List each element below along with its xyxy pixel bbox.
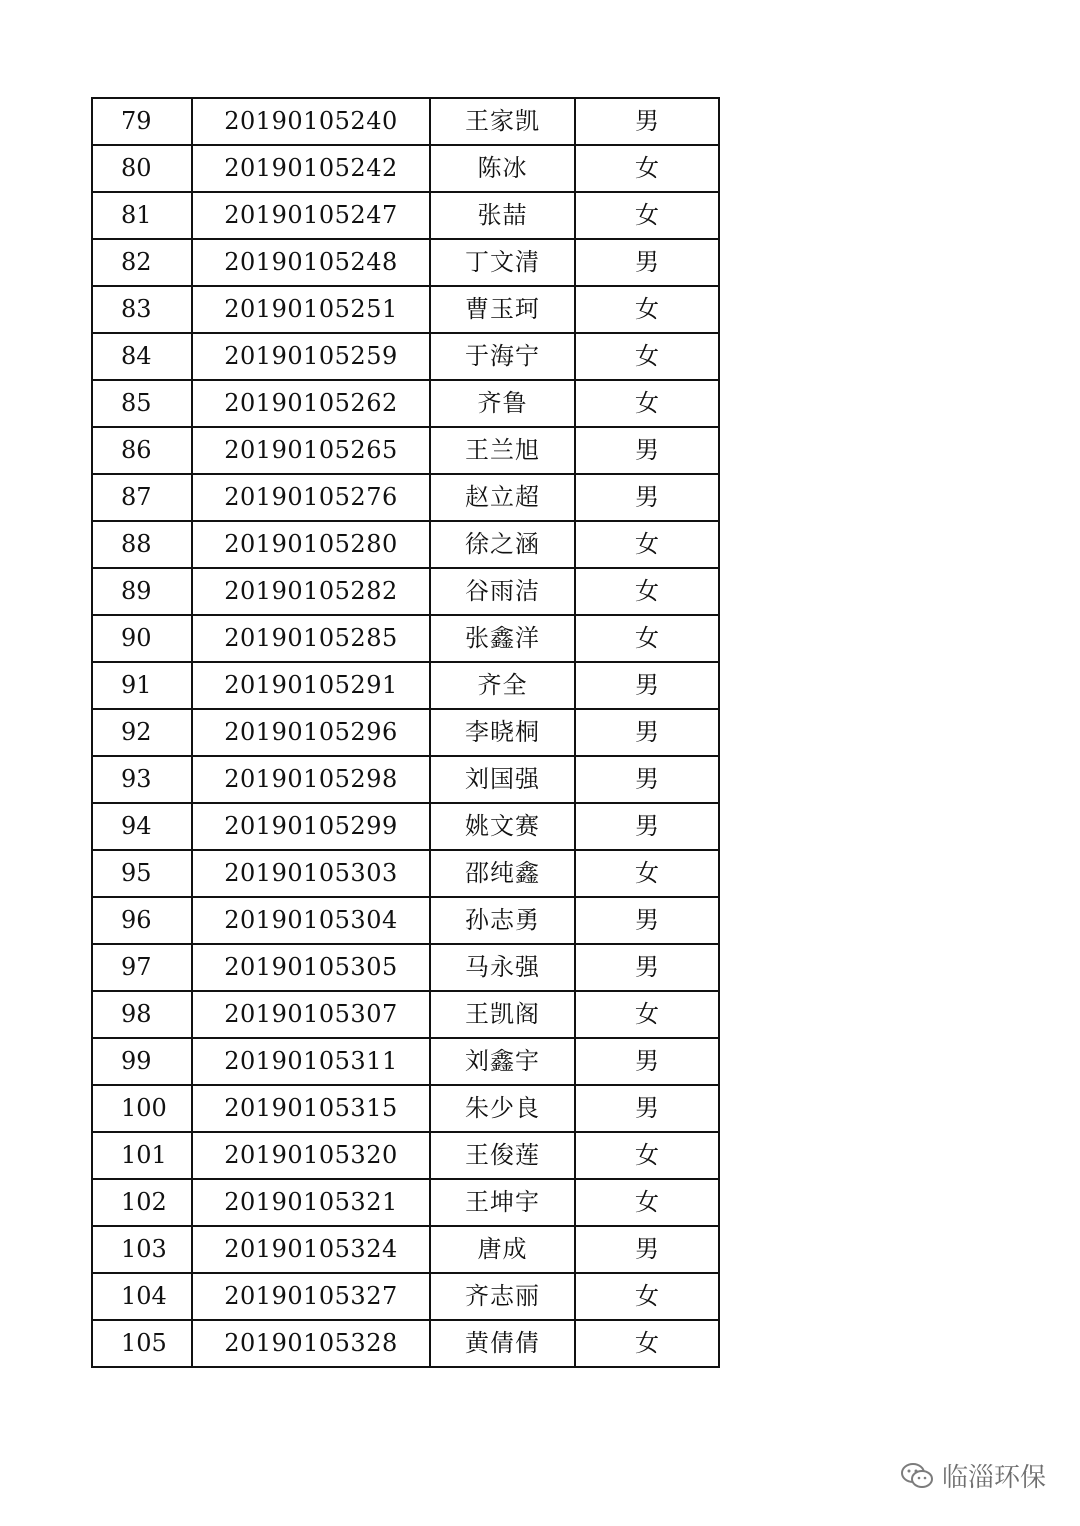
student-id-cell: 20190105259 <box>192 333 430 380</box>
table-row <box>92 1179 719 1226</box>
student-name-cell: 徐之涵 <box>430 521 575 568</box>
table-row <box>92 521 719 568</box>
table-row <box>92 756 719 803</box>
table-row <box>92 427 719 474</box>
student-name-cell: 唐成 <box>430 1226 575 1273</box>
table-row <box>92 850 719 897</box>
gender-cell: 男 <box>575 709 719 756</box>
table-row <box>92 1132 719 1179</box>
wechat-icon <box>900 1462 934 1490</box>
student-name-cell: 曹玉珂 <box>430 286 575 333</box>
row-number-cell: 101 <box>92 1132 192 1179</box>
row-number-cell: 85 <box>92 380 192 427</box>
row-number-cell: 94 <box>92 803 192 850</box>
student-name-cell: 于海宁 <box>430 333 575 380</box>
row-number-cell: 79 <box>92 98 192 145</box>
student-name-cell: 谷雨洁 <box>430 568 575 615</box>
row-number-cell: 88 <box>92 521 192 568</box>
row-number-cell: 98 <box>92 991 192 1038</box>
gender-cell: 女 <box>575 380 719 427</box>
table-row <box>92 897 719 944</box>
row-number-cell: 86 <box>92 427 192 474</box>
student-name-cell: 王凯阁 <box>430 991 575 1038</box>
table-row <box>92 239 719 286</box>
table-row <box>92 98 719 145</box>
student-name-cell: 王家凯 <box>430 98 575 145</box>
student-id-cell: 20190105251 <box>192 286 430 333</box>
student-name-cell: 丁文清 <box>430 239 575 286</box>
table-row <box>92 286 719 333</box>
row-number-cell: 87 <box>92 474 192 521</box>
table-row <box>92 145 719 192</box>
gender-cell: 男 <box>575 897 719 944</box>
table-row <box>92 1320 719 1367</box>
gender-cell: 女 <box>575 333 719 380</box>
row-number-cell: 96 <box>92 897 192 944</box>
row-number-cell: 100 <box>92 1085 192 1132</box>
table-row <box>92 192 719 239</box>
student-name-cell: 黄倩倩 <box>430 1320 575 1367</box>
student-name-cell: 王坤宇 <box>430 1179 575 1226</box>
student-id-cell: 20190105276 <box>192 474 430 521</box>
row-number-cell: 90 <box>92 615 192 662</box>
student-name-cell: 陈冰 <box>430 145 575 192</box>
table-row <box>92 380 719 427</box>
gender-cell: 女 <box>575 1273 719 1320</box>
student-name-cell: 马永强 <box>430 944 575 991</box>
table-row <box>92 944 719 991</box>
student-id-cell: 20190105265 <box>192 427 430 474</box>
gender-cell: 男 <box>575 1038 719 1085</box>
student-name-cell: 张鑫洋 <box>430 615 575 662</box>
gender-cell: 男 <box>575 98 719 145</box>
student-name-cell: 刘鑫宇 <box>430 1038 575 1085</box>
gender-cell: 女 <box>575 850 719 897</box>
gender-cell: 女 <box>575 615 719 662</box>
table-row <box>92 803 719 850</box>
table-row <box>92 474 719 521</box>
student-name-cell: 李晓桐 <box>430 709 575 756</box>
student-name-cell: 刘国强 <box>430 756 575 803</box>
student-name-cell: 孙志勇 <box>430 897 575 944</box>
table-row <box>92 991 719 1038</box>
row-number-cell: 97 <box>92 944 192 991</box>
row-number-cell: 95 <box>92 850 192 897</box>
student-id-cell: 20190105248 <box>192 239 430 286</box>
gender-cell: 男 <box>575 803 719 850</box>
row-number-cell: 104 <box>92 1273 192 1320</box>
watermark <box>900 1457 1046 1494</box>
row-number-cell: 102 <box>92 1179 192 1226</box>
gender-cell: 男 <box>575 427 719 474</box>
gender-cell: 男 <box>575 756 719 803</box>
watermark-text: 临淄环保 <box>941 1463 1046 1493</box>
row-number-cell: 103 <box>92 1226 192 1273</box>
table-row <box>92 615 719 662</box>
student-id-cell: 20190105262 <box>192 380 430 427</box>
student-id-cell: 20190105240 <box>192 98 430 145</box>
table-row <box>92 568 719 615</box>
row-number-cell: 84 <box>92 333 192 380</box>
gender-cell: 女 <box>575 1179 719 1226</box>
table-row <box>92 1085 719 1132</box>
student-id-cell: 20190105282 <box>192 568 430 615</box>
student-id-cell: 20190105328 <box>192 1320 430 1367</box>
student-name-cell: 赵立超 <box>430 474 575 521</box>
student-name-cell: 姚文赛 <box>430 803 575 850</box>
gender-cell: 男 <box>575 1085 719 1132</box>
gender-cell: 女 <box>575 991 719 1038</box>
student-id-cell: 20190105304 <box>192 897 430 944</box>
student-name-cell: 邵纯鑫 <box>430 850 575 897</box>
student-id-cell: 20190105247 <box>192 192 430 239</box>
table-row <box>92 1038 719 1085</box>
row-number-cell: 83 <box>92 286 192 333</box>
row-number-cell: 92 <box>92 709 192 756</box>
student-name-cell: 齐全 <box>430 662 575 709</box>
gender-cell: 女 <box>575 286 719 333</box>
student-id-cell: 20190105315 <box>192 1085 430 1132</box>
student-id-cell: 20190105303 <box>192 850 430 897</box>
student-id-cell: 20190105280 <box>192 521 430 568</box>
table-row <box>92 1226 719 1273</box>
gender-cell: 男 <box>575 239 719 286</box>
gender-cell: 女 <box>575 521 719 568</box>
table-row <box>92 1273 719 1320</box>
roster-table <box>91 97 720 1368</box>
row-number-cell: 91 <box>92 662 192 709</box>
row-number-cell: 105 <box>92 1320 192 1367</box>
student-id-cell: 20190105291 <box>192 662 430 709</box>
student-id-cell: 20190105307 <box>192 991 430 1038</box>
row-number-cell: 99 <box>92 1038 192 1085</box>
gender-cell: 女 <box>575 145 719 192</box>
gender-cell: 女 <box>575 568 719 615</box>
student-id-cell: 20190105305 <box>192 944 430 991</box>
roster-body <box>92 98 719 1367</box>
student-id-cell: 20190105298 <box>192 756 430 803</box>
row-number-cell: 80 <box>92 145 192 192</box>
gender-cell: 男 <box>575 474 719 521</box>
student-id-cell: 20190105327 <box>192 1273 430 1320</box>
gender-cell: 女 <box>575 192 719 239</box>
student-name-cell: 张喆 <box>430 192 575 239</box>
student-id-cell: 20190105299 <box>192 803 430 850</box>
gender-cell: 女 <box>575 1320 719 1367</box>
row-number-cell: 89 <box>92 568 192 615</box>
gender-cell: 女 <box>575 1132 719 1179</box>
student-name-cell: 齐志丽 <box>430 1273 575 1320</box>
student-name-cell: 王俊莲 <box>430 1132 575 1179</box>
student-id-cell: 20190105324 <box>192 1226 430 1273</box>
row-number-cell: 82 <box>92 239 192 286</box>
table-row <box>92 662 719 709</box>
gender-cell: 男 <box>575 1226 719 1273</box>
gender-cell: 男 <box>575 944 719 991</box>
gender-cell: 男 <box>575 662 719 709</box>
student-id-cell: 20190105320 <box>192 1132 430 1179</box>
student-name-cell: 朱少良 <box>430 1085 575 1132</box>
student-id-cell: 20190105296 <box>192 709 430 756</box>
student-name-cell: 王兰旭 <box>430 427 575 474</box>
row-number-cell: 93 <box>92 756 192 803</box>
student-id-cell: 20190105311 <box>192 1038 430 1085</box>
student-id-cell: 20190105321 <box>192 1179 430 1226</box>
student-id-cell: 20190105242 <box>192 145 430 192</box>
table-row <box>92 709 719 756</box>
student-id-cell: 20190105285 <box>192 615 430 662</box>
student-name-cell: 齐鲁 <box>430 380 575 427</box>
row-number-cell: 81 <box>92 192 192 239</box>
table-row <box>92 333 719 380</box>
